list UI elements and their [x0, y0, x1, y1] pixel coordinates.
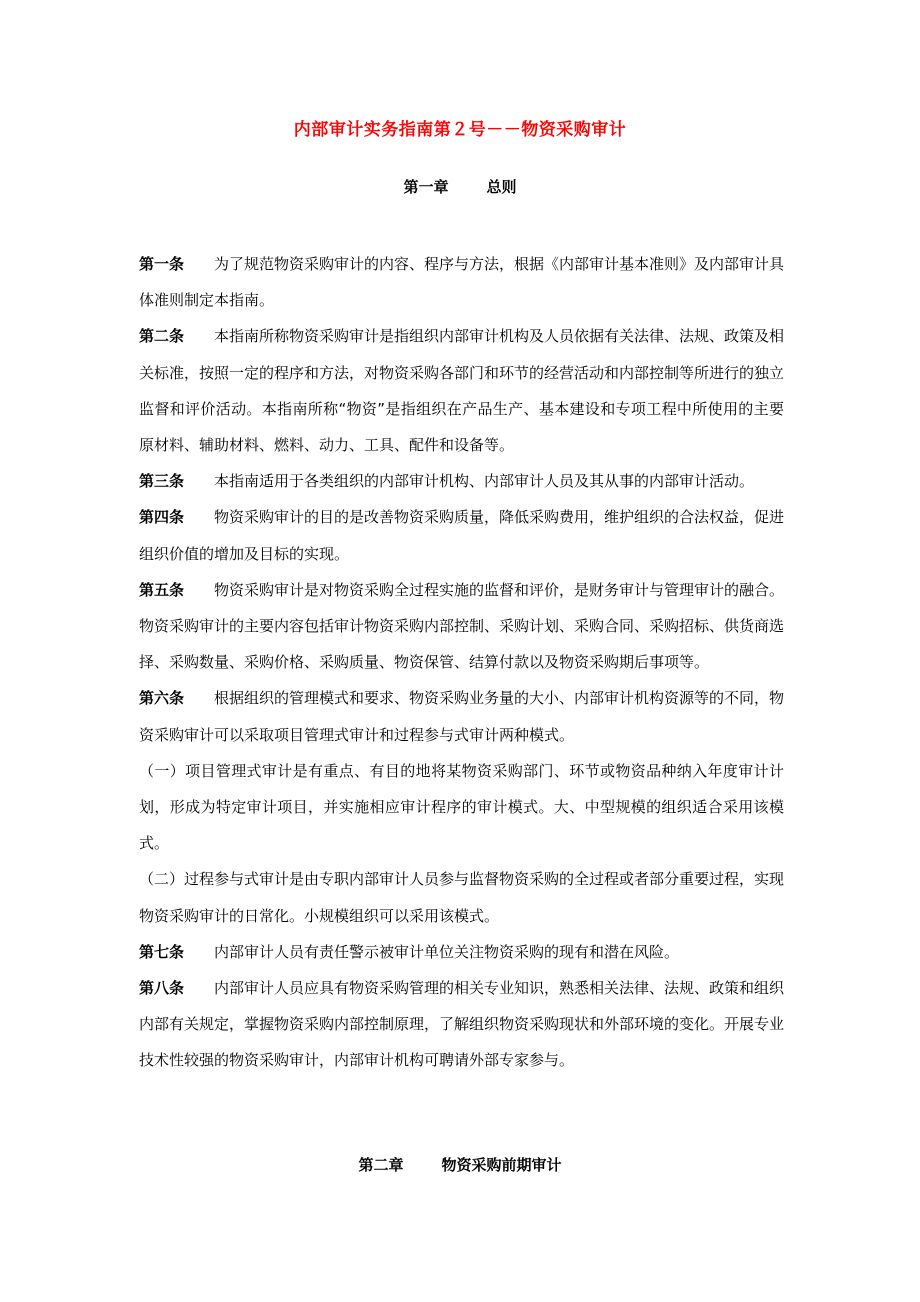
article-text: 物资采购审计是对物资采购全过程实施的监督和评价，是财务审计与管理审计的融合。物资采购审计的主要内容包括审计物资采购内部控制、采购计划、采购合同、采购招标、供货商选择、采购数量、采购价格、采购质量、物资保管、结算付款以及物资采购期后事项等。 — [139, 580, 785, 672]
article-label: 第二条 — [139, 327, 185, 346]
document-body — [139, 246, 784, 1079]
article-text: 内部审计人员有责任警示被审计单位关注物资采购的现有和潜在风险。 — [214, 942, 680, 961]
article-text: 内部审计人员应具有物资采购管理的相关专业知识，熟悉相关法律、法规、政策和组织内部有关规定，掌握物资采购内部控制原理，了解组织物资采购现状和外部环境的变化。开展专业技术性较强的物资采购审计，内部审计机构可聘请外部专家参与。 — [139, 979, 785, 1070]
article-text: 本指南适用于各类组织的内部审计机构、内部审计人员及其从事的内部审计活动。 — [214, 472, 755, 491]
article-text: 为了规范物资采购审计的内容、程序与方法，根据《内部审计基本准则》及内部审计具体准则制定本指南。 — [139, 255, 785, 310]
chapter-label: 第一章 — [403, 178, 449, 196]
article-paragraph — [139, 318, 784, 463]
article-text: 根据组织的管理模式和要求、物资采购业务量的大小、内部审计机构资源等的不同，物资采购审计可以采取项目管理式审计和过程参与式审计两种模式。 — [139, 689, 785, 744]
article-label: 第五条 — [139, 580, 185, 599]
chapter-heading-1 — [0, 176, 920, 198]
article-label: 第四条 — [139, 508, 185, 527]
article-label: 第六条 — [139, 689, 185, 708]
article-label: 第三条 — [139, 472, 185, 491]
article-paragraph — [139, 463, 784, 499]
article-paragraph — [139, 572, 784, 681]
article-label: 第七条 — [139, 942, 185, 961]
document-title: 内部审计实务指南第２号－－物资采购审计 — [293, 120, 627, 140]
sub-item-paragraph: （二）过程参与式审计是由专职内部审计人员参与监督物资采购的全过程或者部分重要过程，实现物资采购审计的日常化。小规模组织可以采用该模式。 — [139, 870, 785, 925]
article-paragraph — [139, 246, 784, 318]
chapter-name: 总则 — [486, 178, 517, 196]
article-label: 第八条 — [139, 979, 185, 998]
chapter-heading-2 — [0, 1154, 920, 1176]
article-text: 物资采购审计的目的是改善物资采购质量，降低采购费用，维护组织的合法权益，促进组织价值的增加及目标的实现。 — [139, 508, 785, 563]
article-paragraph — [139, 934, 784, 970]
chapter-name: 物资采购前期审计 — [441, 1156, 562, 1174]
sub-item-paragraph: （一）项目管理式审计是有重点、有目的地将某物资采购部门、环节或物资品种纳入年度审计计划，形成为特定审计项目，并实施相应审计程序的审计模式。大、中型规模的组织适合采用该模式。 — [139, 761, 784, 853]
chapter-label: 第二章 — [358, 1156, 404, 1174]
article-paragraph — [139, 970, 784, 1079]
article-label: 第一条 — [139, 255, 185, 273]
article-text: 本指南所称物资采购审计是指组织内部审计机构及人员依据有关法律、法规、政策及相关标准，按照一定的程序和方法，对物资采购各部门和环节的经营活动和内部控制等所进行的独立监督和评价活动。本指南所称“物资”是指组织在产品生产、基本建设和专项工程中所使用的主要原材料、辅助材料、燃料、动力、工具、配件和设备等。 — [139, 327, 785, 455]
article-paragraph — [139, 680, 784, 752]
article-paragraph — [139, 499, 784, 571]
